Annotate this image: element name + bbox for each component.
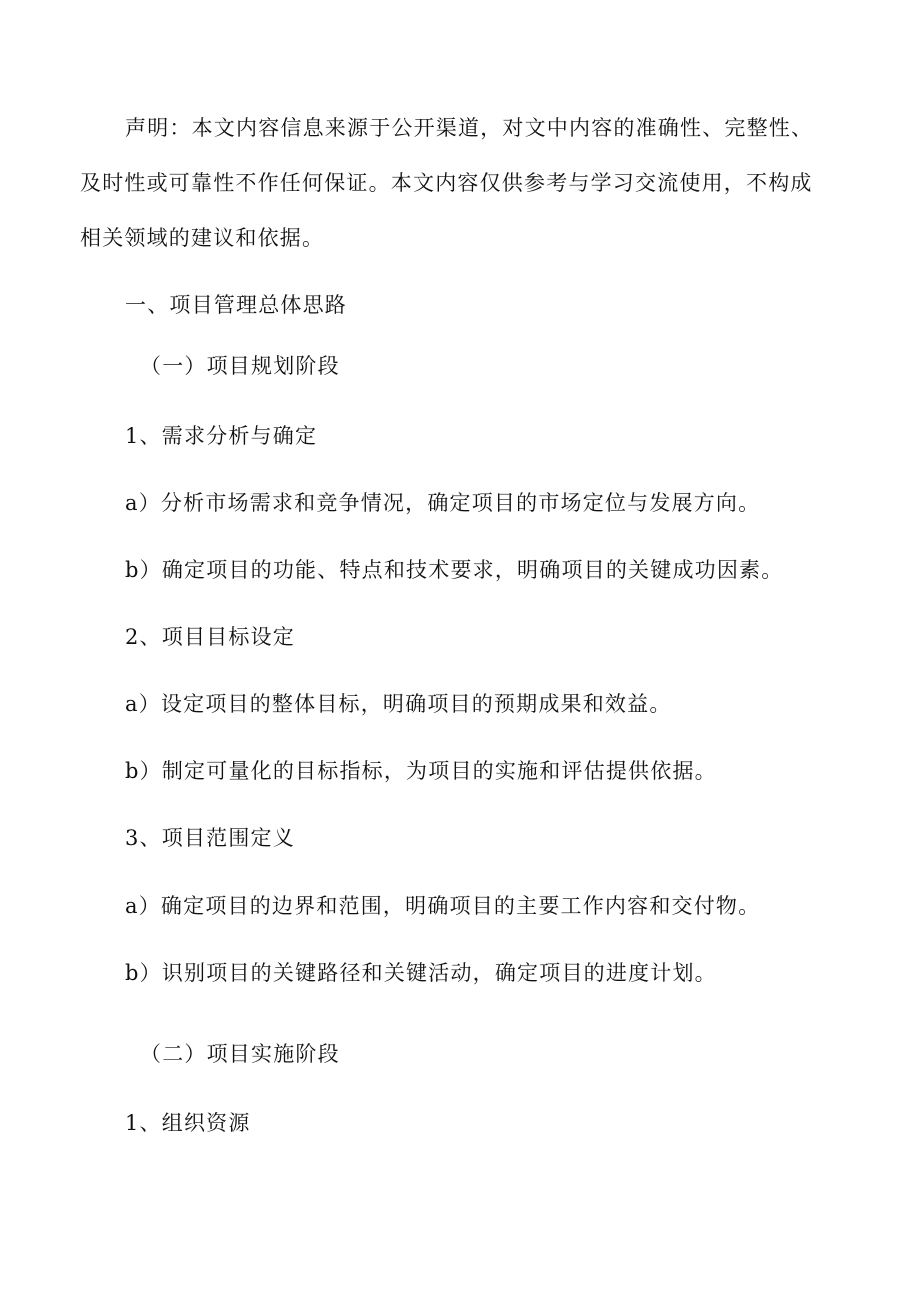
item-heading-requirements: 1、需求分析与确定 (125, 424, 318, 448)
statement-line-3: 相关领域的建议和依据。 (80, 226, 325, 250)
subsection-heading-implementation: （二）项目实施阶段 (140, 1042, 340, 1066)
item-text: a）分析市场需求和竞争情况，确定项目的市场定位与发展方向。 (125, 491, 761, 515)
item-text: a）设定项目的整体目标，明确项目的预期成果和效益。 (125, 692, 672, 716)
statement-line-2: 及时性或可靠性不作任何保证。本文内容仅供参考与学习交流使用，不构成 (80, 171, 813, 195)
item-text: b）制定可量化的目标指标，为项目的实施和评估提供依据。 (125, 759, 717, 783)
subsection-heading-planning: （一）项目规划阶段 (140, 354, 340, 378)
item-text: a）确定项目的边界和范围，明确项目的主要工作内容和交付物。 (125, 894, 761, 918)
statement-line-1: 声明：本文内容信息来源于公开渠道，对文中内容的准确性、完整性、 (125, 116, 814, 140)
item-heading-scope: 3、项目范围定义 (125, 826, 295, 850)
item-heading-goals: 2、项目目标设定 (125, 625, 295, 649)
item-text: b）识别项目的关键路径和关键活动，确定项目的进度计划。 (125, 961, 717, 985)
item-text: b）确定项目的功能、特点和技术要求，明确项目的关键成功因素。 (125, 558, 784, 582)
section-heading: 一、项目管理总体思路 (125, 293, 347, 317)
item-heading-resources: 1、组织资源 (125, 1111, 251, 1135)
